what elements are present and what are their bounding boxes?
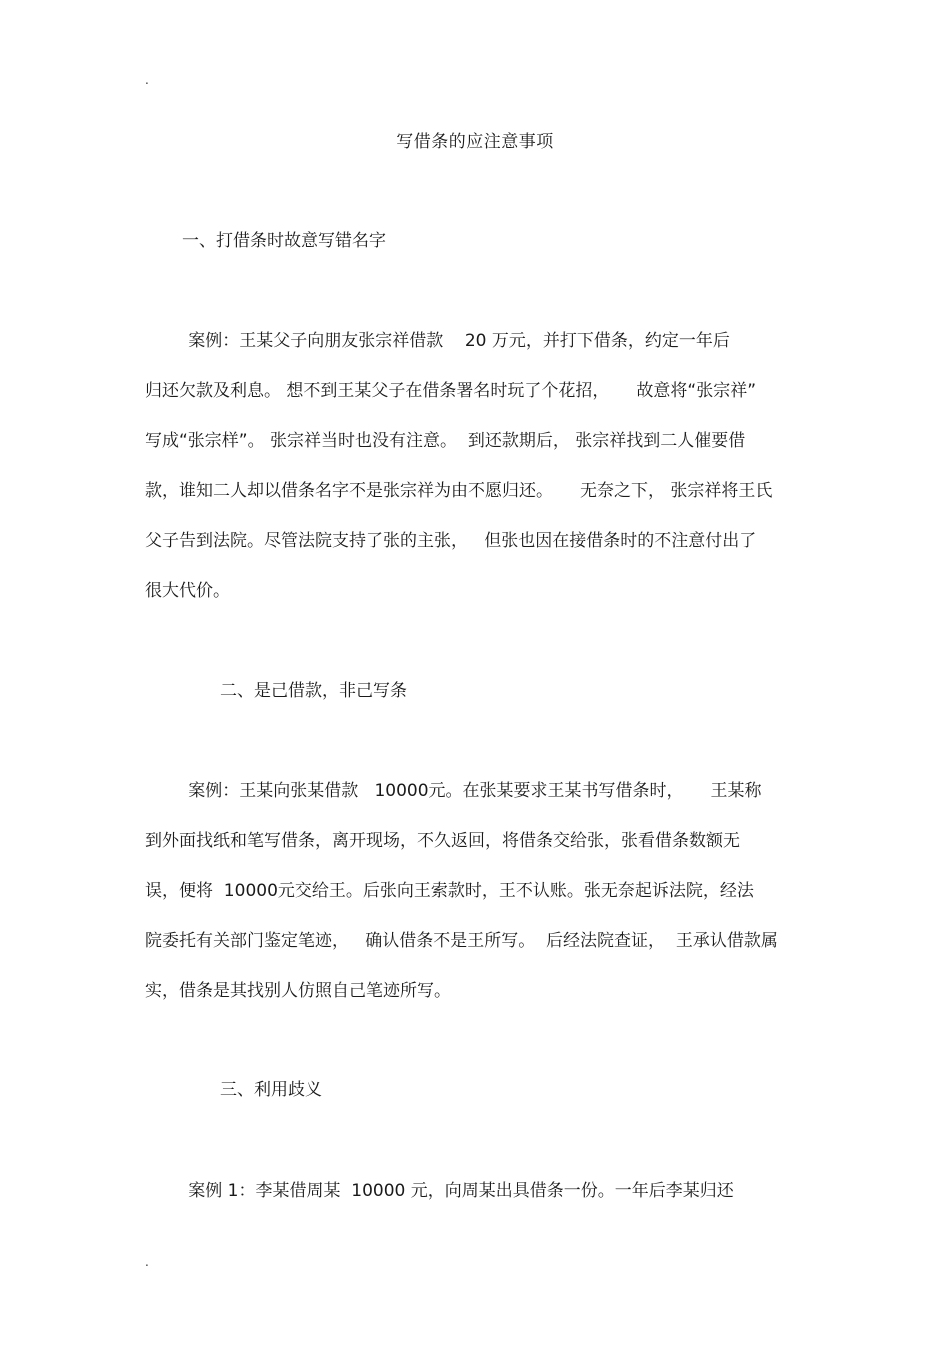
section-1-line-6: 很大代价。	[145, 581, 230, 601]
section-2-line-2: 到外面找纸和笔写借条，离开现场，不久返回，将借条交给张，张看借条数额无	[145, 831, 740, 851]
section-2-line-5: 实，借条是其找别人仿照自己笔迹所写。	[145, 981, 451, 1001]
section-1-line-3: 写成“张宗样”。 张宗祥当时也没有注意。 到还款期后， 张宗祥找到二人催要借	[145, 431, 746, 451]
page-marker-top: .	[145, 73, 149, 87]
section-1-line-5: 父子告到法院。尽管法院支持了张的主张， 但张也因在接借条时的不注意付出了	[145, 531, 757, 551]
page-marker-bottom: .	[145, 1255, 149, 1269]
section-1-heading: 一、打借条时故意写错名字	[182, 231, 386, 251]
section-1-line-2: 归还欠款及利息。 想不到王某父子在借条署名时玩了个花招， 故意将“张宗祥”	[145, 381, 757, 401]
section-2-line-4: 院委托有关部门鉴定笔迹， 确认借条不是王所写。 后经法院查证， 王承认借款属	[145, 931, 778, 951]
document-title: 写借条的应注意事项	[396, 132, 554, 152]
section-2-line-3: 误，便将 10000元交给王。后张向王索款时，王不认账。张无奈起诉法院，经法	[145, 881, 754, 901]
section-1-line-1: 案例：王某父子向朋友张宗祥借款 20 万元，并打下借条，约定一年后	[145, 331, 730, 351]
section-2-line-1: 案例：王某向张某借款 10000元。在张某要求王某书写借条时， 王某称	[145, 781, 762, 801]
section-2-heading: 二、是己借款，非己写条	[220, 681, 407, 701]
section-3-line-1: 案例 1：李某借周某 10000 元，向周某出具借条一份。一年后李某归还	[145, 1181, 734, 1201]
section-3-heading: 三、利用歧义	[220, 1080, 322, 1100]
section-1-line-4: 款，谁知二人却以借条名字不是张宗祥为由不愿归还。 无奈之下， 张宗祥将王氏	[145, 481, 773, 501]
